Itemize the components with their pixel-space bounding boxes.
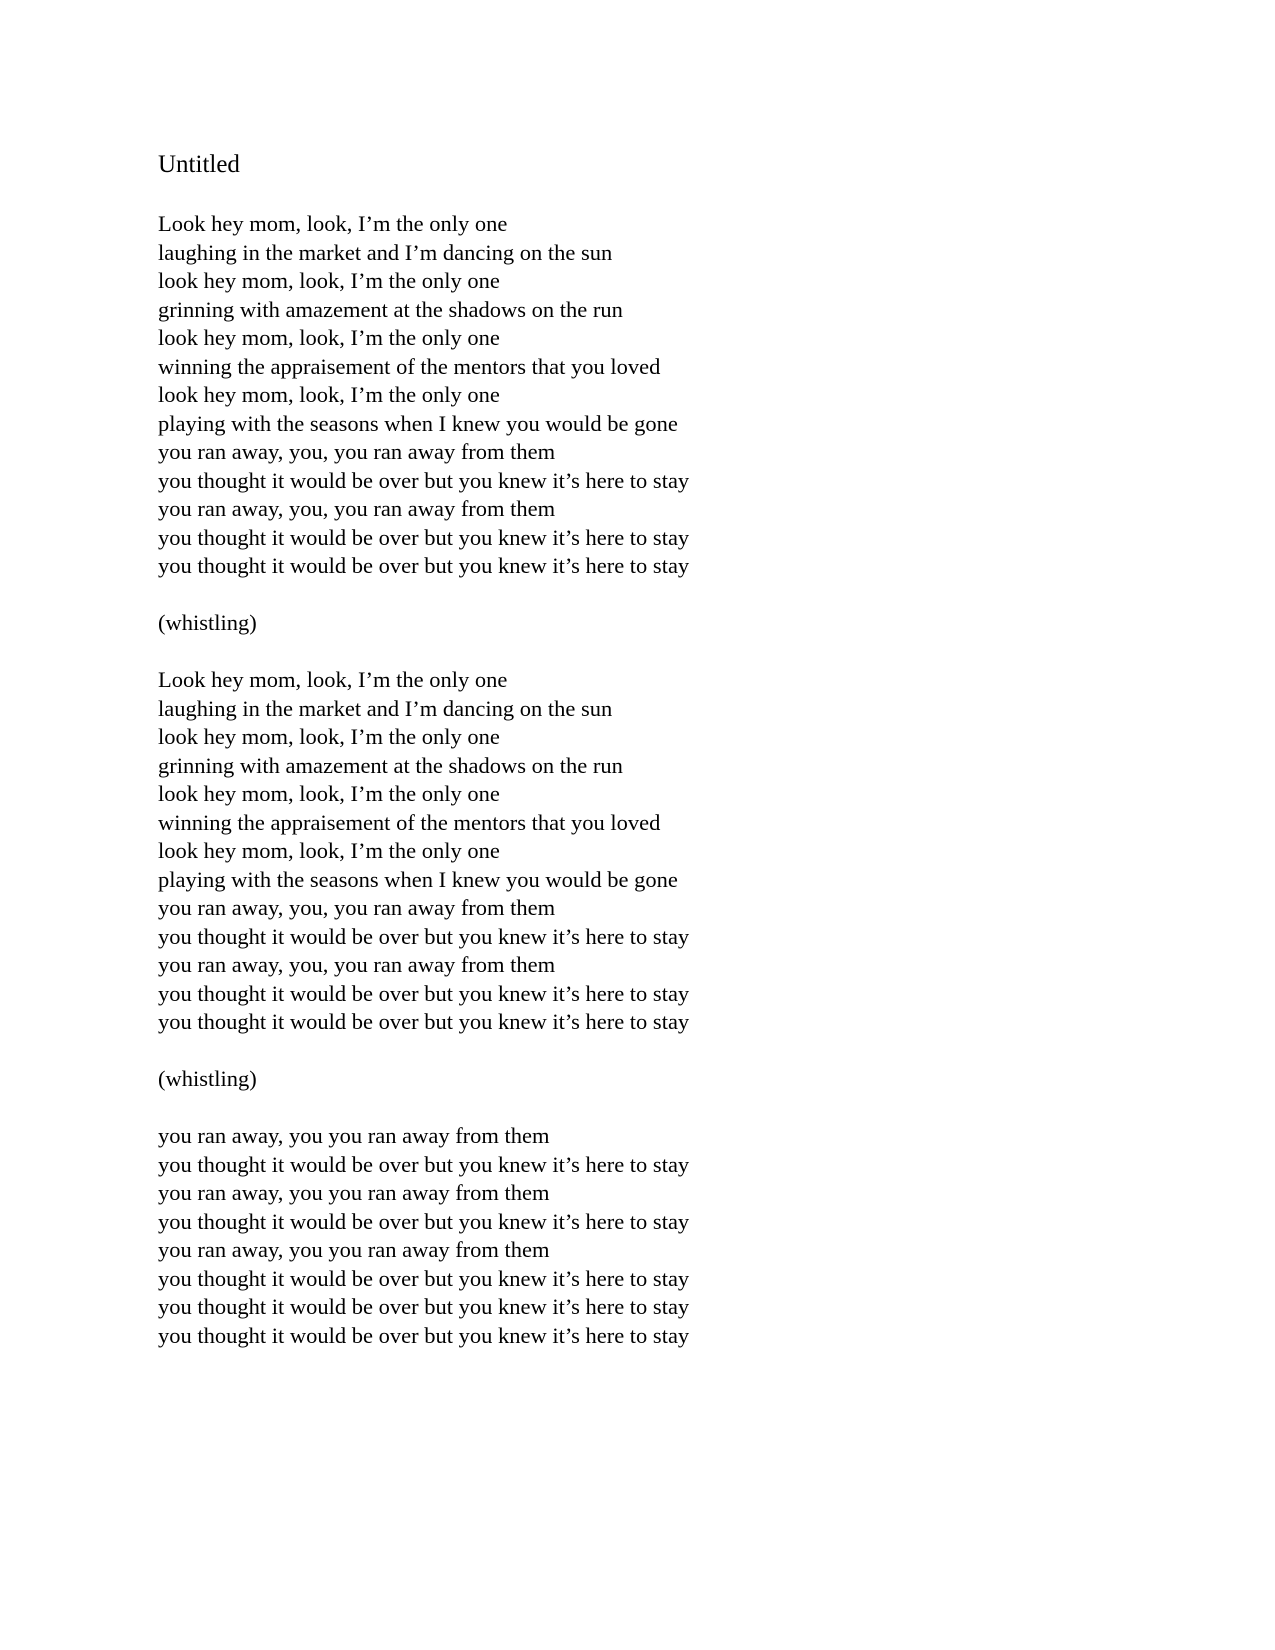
lyric-line: you thought it would be over but you knew it’s here to stay (158, 524, 690, 550)
lyric-line: you thought it would be over but you knew it’s here to stay (158, 467, 690, 493)
document-title: Untitled (158, 151, 240, 178)
lyric-line: look hey mom, look, I’m the only one (158, 325, 500, 350)
lyric-line: look hey mom, look, I’m the only one (158, 724, 500, 749)
lyric-line: Look hey mom, look, I’m the only one (158, 211, 508, 236)
lyric-line: look hey mom, look, I’m the only one (158, 268, 500, 293)
lyric-line: winning the appraisement of the mentors that you loved (158, 353, 661, 379)
lyric-line: you ran away, you, you ran away from them (158, 496, 556, 521)
stanza (158, 210, 858, 581)
lyric-line: you ran away, you you ran away from them (158, 1123, 550, 1148)
lyric-line: you ran away, you you ran away from them (158, 1180, 550, 1205)
lyric-line: you thought it would be over but you knew it’s here to stay (158, 1322, 690, 1348)
lyric-line: you ran away, you you ran away from them (158, 1237, 550, 1262)
lyric-line: (whistling) (158, 610, 257, 635)
lyric-line: you thought it would be over but you knew it’s here to stay (158, 1265, 690, 1291)
lyric-line: look hey mom, look, I’m the only one (158, 838, 500, 863)
stanza (158, 609, 858, 638)
lyric-line: you thought it would be over but you knew it’s here to stay (158, 923, 690, 949)
document-body (158, 150, 858, 1379)
lyric-line: look hey mom, look, I’m the only one (158, 382, 500, 407)
lyric-line: playing with the seasons when I knew you would be gone (158, 866, 678, 892)
lyric-line: winning the appraisement of the mentors that you loved (158, 809, 661, 835)
lyric-line: you ran away, you, you ran away from them (158, 952, 556, 977)
lyrics-container (158, 210, 858, 1350)
lyric-line: grinning with amazement at the shadows on the run (158, 752, 623, 778)
stanza (158, 1122, 858, 1350)
lyric-line: you thought it would be over but you knew it’s here to stay (158, 980, 690, 1006)
lyric-line: you thought it would be over but you knew it’s here to stay (158, 553, 690, 578)
lyric-line: you thought it would be over but you knew it’s here to stay (158, 1009, 690, 1034)
lyric-line: Look hey mom, look, I’m the only one (158, 667, 508, 692)
lyric-line: (whistling) (158, 1066, 257, 1091)
lyric-line: look hey mom, look, I’m the only one (158, 781, 500, 806)
stanza (158, 1065, 858, 1094)
stanza (158, 666, 858, 1037)
lyric-line: you ran away, you, you ran away from them (158, 895, 556, 920)
lyric-line: laughing in the market and I’m dancing on the sun (158, 239, 613, 265)
lyric-line: laughing in the market and I’m dancing on the sun (158, 695, 613, 721)
lyric-line: you thought it would be over but you knew it’s here to stay (158, 1208, 690, 1234)
lyric-line: you ran away, you, you ran away from them (158, 439, 556, 464)
lyric-line: you thought it would be over but you knew it’s here to stay (158, 1151, 690, 1177)
lyric-line: you thought it would be over but you knew it’s here to stay (158, 1294, 690, 1319)
lyric-line: grinning with amazement at the shadows on the run (158, 296, 623, 322)
lyric-line: playing with the seasons when I knew you would be gone (158, 410, 678, 436)
